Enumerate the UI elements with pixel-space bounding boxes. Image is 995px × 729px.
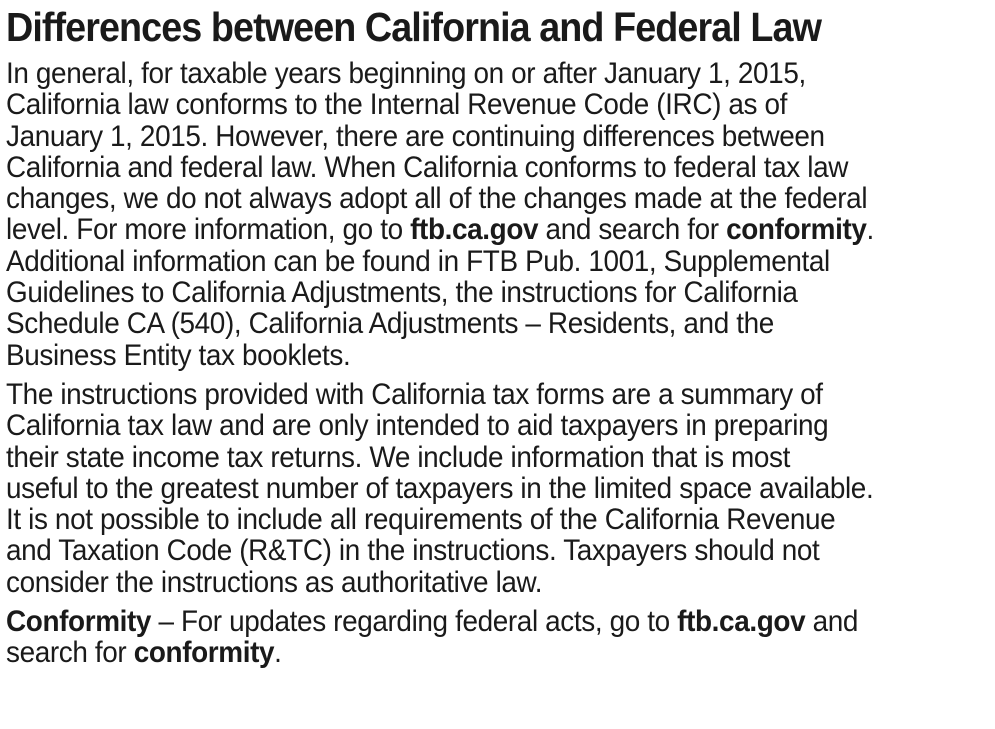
text-segment: and — [805, 605, 859, 639]
website-reference: ftb.ca.gov — [410, 213, 539, 247]
text-line: January 1, 2015. However, there are continuing differences between — [6, 119, 825, 153]
text-line: consider the instructions as authoritative law. — [6, 565, 543, 599]
text-line: their state income tax returns. We include information that is most — [6, 440, 791, 474]
text-line: Additional information can be found in FTB Pub. 1001, Supplemental — [6, 244, 830, 278]
text-segment: . — [866, 213, 874, 247]
text-line: Schedule CA (540), California Adjustments – Residents, and the — [6, 307, 774, 341]
text-line — [6, 214, 992, 245]
text-line: The instructions provided with California tax forms are a summary of — [6, 377, 823, 411]
text-line: California tax law and are only intended to aid taxpayers in preparing — [6, 409, 829, 443]
text-line: California and federal law. When California conforms to federal tax law — [6, 150, 849, 184]
text-segment: . — [274, 636, 282, 670]
text-segment: search for — [6, 636, 134, 670]
search-term: conformity — [133, 636, 275, 670]
page-title: Differences between California and Federal Law — [6, 4, 822, 50]
text-segment: and search for — [538, 213, 727, 247]
paragraph-conformity-updates — [6, 606, 992, 669]
text-segment: – For updates regarding federal acts, go to — [151, 605, 678, 639]
search-term: conformity — [726, 213, 867, 247]
text-line: In general, for taxable years beginning on or after January 1, 2015, — [6, 57, 806, 90]
paragraph-instructions-summary — [6, 379, 992, 598]
text-line: changes, we do not always adopt all of the changes made at the federal — [6, 182, 868, 216]
section-lead-term: Conformity — [6, 605, 152, 639]
text-line: useful to the greatest number of taxpayers in the limited space available. — [6, 471, 874, 505]
text-segment: level. For more information, go to — [6, 213, 411, 247]
text-line — [6, 637, 992, 668]
text-line: and Taxation Code (R&TC) in the instructions. Taxpayers should not — [6, 534, 820, 568]
paragraph-conformity-overview — [6, 58, 992, 371]
document-page — [6, 0, 991, 677]
text-line: California law conforms to the Internal Revenue Code (IRC) as of — [6, 88, 788, 122]
text-line: Business Entity tax booklets. — [6, 338, 351, 372]
text-line: It is not possible to include all requirements of the California Revenue — [6, 503, 836, 537]
text-line — [6, 606, 992, 637]
text-line: Guidelines to California Adjustments, the instructions for California — [6, 276, 798, 310]
website-reference: ftb.ca.gov — [677, 605, 806, 639]
